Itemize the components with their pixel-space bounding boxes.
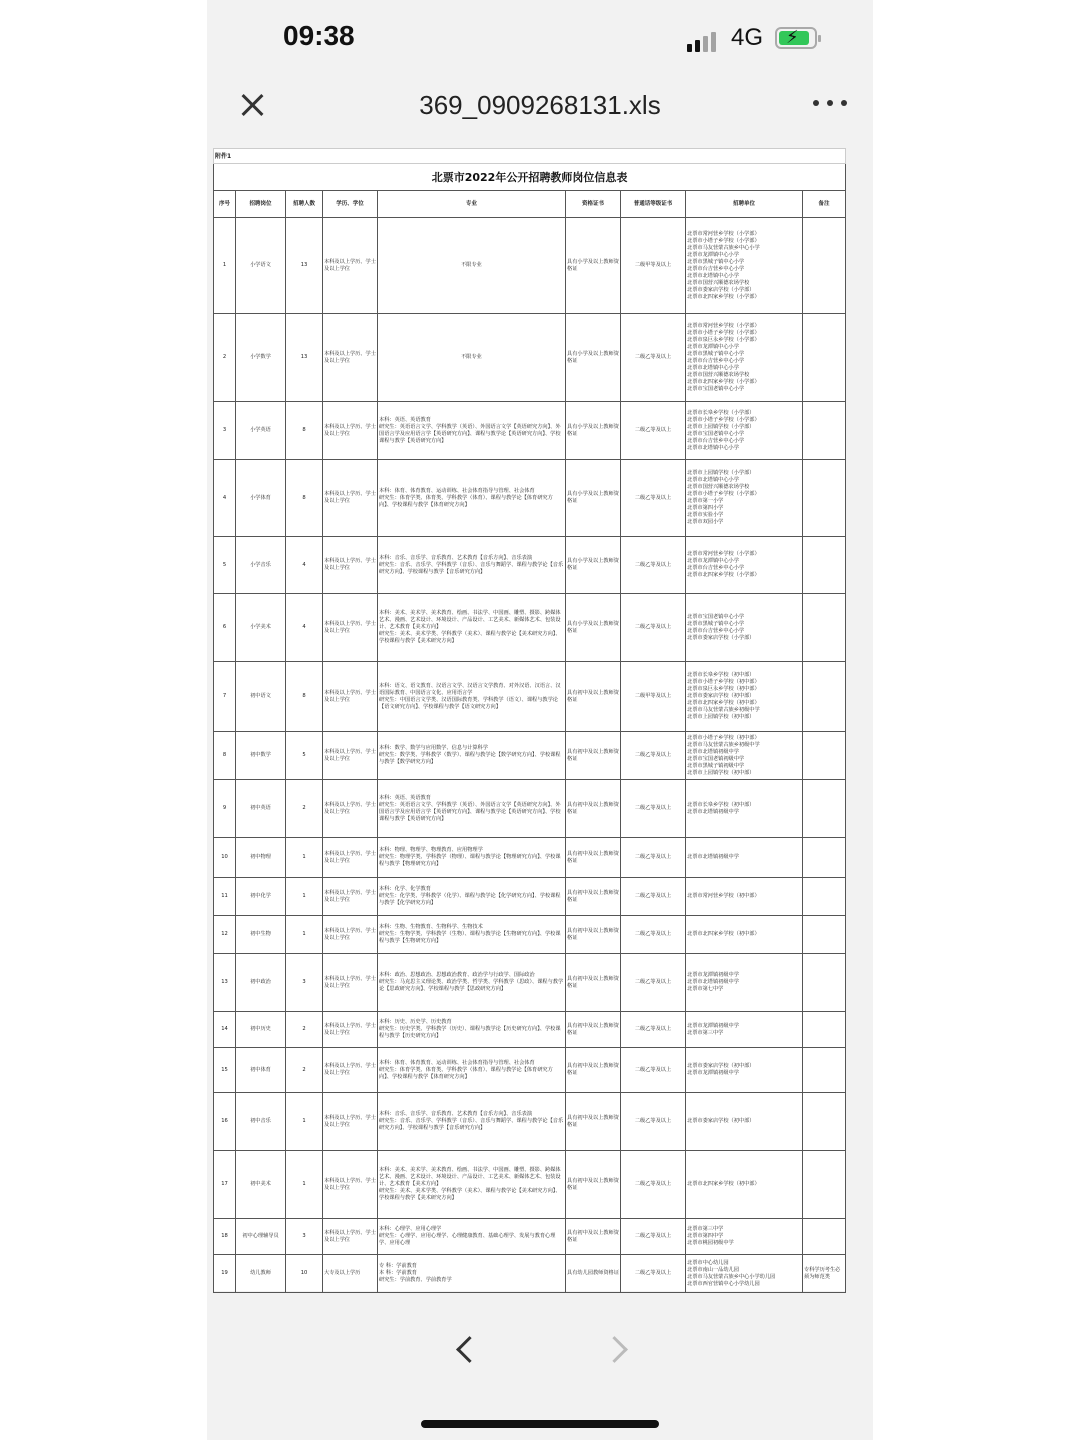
table-row xyxy=(214,780,846,838)
table-cell xyxy=(803,878,846,916)
table-cell xyxy=(803,916,846,954)
table-cell: 初中英语 xyxy=(236,780,286,838)
table-cell: 具有初中及以上教师资格证 xyxy=(566,838,621,878)
table-cell: 初中数学 xyxy=(236,732,286,780)
table-cell: 本科：生物、生物教育、生物科学、生物技术 研究生：生物学类、学科教学（生物）、课程与教学论【生物研究方向】、学校课程与教学【生物研究方向】 xyxy=(378,916,566,954)
table-cell: 1 xyxy=(286,1151,323,1219)
table-cell: 本科：音乐、音乐学、音乐教育、艺术教育【音乐方向】、音乐表演 研究生：音乐、音乐学、学科教学（音乐）、音乐与舞蹈学、课程与教学论【音乐研究方向】、学校课程与教学【音乐研究方向】 xyxy=(378,537,566,594)
table-cell xyxy=(803,838,846,878)
table-cell: 本科：英语、英语教育 研究生：英语语言文学、学科教学（英语）、外国语言文学【英语研究方向】、外国语言学及应用语言学【英语研究方向】、课程与教学论【英语研究方向】、学校课程与教学【英语研究方向】 xyxy=(378,402,566,460)
table-cell: 小学美术 xyxy=(236,594,286,662)
table-cell: 2 xyxy=(214,314,236,402)
table-cell: 具有初中及以上教师资格证 xyxy=(566,662,621,732)
table-cell: 4 xyxy=(286,594,323,662)
table-cell: 北票市常河营乡学校（小学部） 北票市小塔子乡学校（小学部） 北票市泉巨永乡学校（小学部） 北票市龙潭镇中心小学 北票市黑城子镇中心小学 北票市台吉营乡中心小学 北票市北塔镇中心小学 北票市国营兴顺德农场学校 北票市北四家乡学校（小学部） 北票市宝国老镇中心小学 xyxy=(686,314,803,402)
table-cell: 二级乙等及以上 xyxy=(621,1151,686,1219)
table-cell: 二级乙等及以上 xyxy=(621,732,686,780)
table-cell xyxy=(803,218,846,314)
table-cell: 具有小学及以上教师资格证 xyxy=(566,402,621,460)
table-cell: 本科：英语、英语教育 研究生：英语语言文学、学科教学（英语）、外国语言文学【英语研究方向】、外国语言学及应用语言学【英语研究方向】、课程与教学论【英语研究方向】、学校课程与教学【英语研究方向】 xyxy=(378,780,566,838)
table-cell: 北票市北四家乡学校（初中部） xyxy=(686,916,803,954)
table-cell xyxy=(803,780,846,838)
table-cell: 13 xyxy=(286,218,323,314)
table-cell: 北票市上园镇学校（小学部） 北票市北塔镇中心小学 北票市国营兴顺德农场学校 北票市小塔子乡学校（小学部） 北票市第一小学 北票市第四小学 北票市实验小学 北票市双园小学 xyxy=(686,460,803,537)
table-row xyxy=(214,1255,846,1293)
table-cell: 北票市龙潭镇初级中学 北票市第三中学 xyxy=(686,1012,803,1048)
table-cell: 初中化学 xyxy=(236,878,286,916)
table-cell: 初中生物 xyxy=(236,916,286,954)
table-cell: 二级甲等及以上 xyxy=(621,662,686,732)
table-cell: 4 xyxy=(214,460,236,537)
table-cell xyxy=(803,402,846,460)
column-header: 序号 xyxy=(214,191,236,218)
table-cell: 本科：语文、语文教育、汉语言文学、汉语言文学教育、对外汉语、汉语言、汉语国际教育、中国语言文化、应用语言学 研究生：中国语言文学类、汉语国际教育类、学科教学（语文）、课程与教学论【语文研究方向】、学校课程与教学【语文研究方向】 xyxy=(378,662,566,732)
table-cell: 12 xyxy=(214,916,236,954)
table-cell: 二级乙等及以上 xyxy=(621,780,686,838)
table-cell: 本科及以上学历、学士及以上学位 xyxy=(323,732,378,780)
table-cell: 13 xyxy=(286,314,323,402)
table-cell: 具有初中及以上教师资格证 xyxy=(566,1048,621,1093)
table-cell: 本科：数学、数学与应用数学、信息与计算科学 研究生：数学类、学科教学（数学）、课程与教学论【数学研究方向】、学校课程与教学【数学研究方向】 xyxy=(378,732,566,780)
table-cell: 本科及以上学历、学士及以上学位 xyxy=(323,460,378,537)
table-row xyxy=(214,1219,846,1255)
table-row xyxy=(214,1093,846,1151)
table-cell: 8 xyxy=(286,402,323,460)
table-cell: 北票市宝国老镇中心小学 北票市黑城子镇中心小学 北票市台吉营乡中心小学 北票市娄家店学校（小学部） xyxy=(686,594,803,662)
column-header: 资格证书 xyxy=(566,191,621,218)
table-cell: 不限专业 xyxy=(378,218,566,314)
table-cell: 2 xyxy=(286,780,323,838)
table-cell: 本科及以上学历、学士及以上学位 xyxy=(323,916,378,954)
table-cell: 小学数学 xyxy=(236,314,286,402)
column-header: 招聘岗位 xyxy=(236,191,286,218)
battery-icon: ⚡ xyxy=(775,27,817,49)
table-cell: 初中语文 xyxy=(236,662,286,732)
table-cell: 专 科：学前教育 本 科：学前教育 研究生：学前教育、学前教育学 xyxy=(378,1255,566,1293)
table-cell: 5 xyxy=(214,537,236,594)
table-cell: 具有初中及以上教师资格证 xyxy=(566,1219,621,1255)
table-cell: 北票市娄家店学校（初中部） 北票市龙潭镇初级中学 xyxy=(686,1048,803,1093)
table-cell: 大专及以上学历 xyxy=(323,1255,378,1293)
back-chevron-icon[interactable] xyxy=(454,1340,474,1360)
table-cell: 二级乙等及以上 xyxy=(621,1219,686,1255)
table-cell: 具有小学及以上教师资格证 xyxy=(566,460,621,537)
annex-label: 附件1 xyxy=(214,149,846,164)
table-cell: 二级乙等及以上 xyxy=(621,594,686,662)
table-cell: 具有初中及以上教师资格证 xyxy=(566,732,621,780)
table-cell: 初中心理辅导员 xyxy=(236,1219,286,1255)
table-cell: 本科：美术、美术学、美术教育、绘画、书法学、中国画、雕塑、摄影、跨媒体艺术、漫画、艺术设计、环境设计、产品设计、工艺美术、新媒体艺术、包装设计、艺术教育【美术方向】 研究生：美术、美术学类、学科教学（美术）、课程与教学论【美术研究方向】、学校课程与教学【美术研究方向】 xyxy=(378,594,566,662)
table-cell xyxy=(803,460,846,537)
table-cell: 二级乙等及以上 xyxy=(621,1048,686,1093)
column-header: 备注 xyxy=(803,191,846,218)
table-cell: 北票市常河营乡学校（小学部） 北票市小塔子乡学校（小学部） 北票市马友营蒙古族乡中心小学 北票市龙潭镇中心小学 北票市黑城子镇中心小学 北票市台吉营乡中心小学 北票市北塔镇中心小学 北票市国营兴顺德农场学校 北票市娄家店学校（小学部） 北票市北四家乡学校（小学部） xyxy=(686,218,803,314)
table-cell: 小学音乐 xyxy=(236,537,286,594)
table-cell xyxy=(803,1048,846,1093)
table-cell: 二级乙等及以上 xyxy=(621,537,686,594)
table-cell: 二级甲等及以上 xyxy=(621,218,686,314)
table-cell: 2 xyxy=(286,1048,323,1093)
table-cell xyxy=(803,594,846,662)
table-cell: 4 xyxy=(286,537,323,594)
table-cell: 本科：体育、体育教育、运动训练、社会体育指导与管理、社会体育 研究生：体育学类、体育类、学科教学（体育）、课程与教学论【体育研究方向】、学校课程与教学【体育研究方向】 xyxy=(378,460,566,537)
table-cell: 北票市第三中学 北票市第四中学 北票市桃园初级中学 xyxy=(686,1219,803,1255)
table-cell: 8 xyxy=(286,662,323,732)
table-cell: 初中历史 xyxy=(236,1012,286,1048)
more-icon[interactable] xyxy=(813,98,849,108)
table-row xyxy=(214,1151,846,1219)
table-cell xyxy=(803,1093,846,1151)
table-cell: 具有初中及以上教师资格证 xyxy=(566,1151,621,1219)
table-cell: 小学体育 xyxy=(236,460,286,537)
table-row xyxy=(214,1012,846,1048)
table-cell xyxy=(803,662,846,732)
table-cell: 二级乙等及以上 xyxy=(621,460,686,537)
table-cell: 8 xyxy=(214,732,236,780)
table-cell: 二级乙等及以上 xyxy=(621,402,686,460)
table-cell: 本科及以上学历、学士及以上学位 xyxy=(323,1012,378,1048)
column-header: 学历、学位 xyxy=(323,191,378,218)
table-cell: 本科及以上学历、学士及以上学位 xyxy=(323,537,378,594)
table-cell: 二级乙等及以上 xyxy=(621,838,686,878)
table-cell: 1 xyxy=(286,1093,323,1151)
table-cell xyxy=(803,1012,846,1048)
table-cell: 本科：体育、体育教育、运动训练、社会体育指导与管理、社会体育 研究生：体育学类、体育类、学科教学（体育）、课程与教学论【体育研究方向】、学校课程与教学【体育研究方向】 xyxy=(378,1048,566,1093)
table-cell: 具有小学及以上教师资格证 xyxy=(566,314,621,402)
table-row xyxy=(214,916,846,954)
header-row xyxy=(214,191,846,218)
table-row xyxy=(214,662,846,732)
table-cell: 具有初中及以上教师资格证 xyxy=(566,916,621,954)
table-row xyxy=(214,460,846,537)
table-cell: 6 xyxy=(214,594,236,662)
table-cell: 二级乙等及以上 xyxy=(621,878,686,916)
table-cell: 17 xyxy=(214,1151,236,1219)
table-cell xyxy=(803,537,846,594)
table-cell: 具有小学及以上教师资格证 xyxy=(566,594,621,662)
table-row xyxy=(214,537,846,594)
table-cell: 初中物理 xyxy=(236,838,286,878)
table-cell: 10 xyxy=(286,1255,323,1293)
spreadsheet-view[interactable] xyxy=(213,148,845,1291)
table-cell: 北票市娄家店学校（初中部） xyxy=(686,1093,803,1151)
table-cell: 北票市长皋乡学校（小学部） 北票市小塔子乡学校（小学部） 北票市上园镇学校（小学部） 北票市宝国老镇中心小学 北票市台吉营乡中心小学 北票市北塔镇中心小学 xyxy=(686,402,803,460)
table-cell: 3 xyxy=(286,954,323,1012)
table-row xyxy=(214,594,846,662)
table-cell: 3 xyxy=(214,402,236,460)
table-cell xyxy=(803,314,846,402)
table-row xyxy=(214,218,846,314)
table-cell: 初中体育 xyxy=(236,1048,286,1093)
table-row xyxy=(214,838,846,878)
table-cell: 本科及以上学历、学士及以上学位 xyxy=(323,1219,378,1255)
table-cell: 小学语文 xyxy=(236,218,286,314)
table-row xyxy=(214,878,846,916)
table-cell: 本科及以上学历、学士及以上学位 xyxy=(323,314,378,402)
table-cell: 具有小学及以上教师资格证 xyxy=(566,537,621,594)
table-cell: 北票市常河营乡学校（初中部） xyxy=(686,878,803,916)
network-label: 4G xyxy=(731,24,764,51)
bottom-toolbar xyxy=(207,1310,873,1440)
table-cell: 7 xyxy=(214,662,236,732)
table-cell: 二级乙等及以上 xyxy=(621,916,686,954)
table-cell: 具有初中及以上教师资格证 xyxy=(566,780,621,838)
table-cell: 本科：历史、历史学、历史教育 研究生：历史学类、学科教学（历史）、课程与教学论【历史研究方向】、学校课程与教学【历史研究方向】 xyxy=(378,1012,566,1048)
table-cell: 16 xyxy=(214,1093,236,1151)
table-cell: 二级乙等及以上 xyxy=(621,314,686,402)
signal-icon xyxy=(687,28,721,52)
table-cell: 具有初中及以上教师资格证 xyxy=(566,878,621,916)
table-cell: 本科及以上学历、学士及以上学位 xyxy=(323,218,378,314)
table-cell: 北票市中心幼儿园 北票市南山一品幼儿园 北票市马友营蒙古族乡中心小学幼儿园 北票市西官营镇中心小学幼儿园 xyxy=(686,1255,803,1293)
column-header: 专业 xyxy=(378,191,566,218)
file-title: 369_0909268131.xls xyxy=(419,90,661,120)
table-cell: 本科：化学、化学教育 研究生：化学类、学科教学（化学）、课程与教学论【化学研究方向】、学校课程与教学【化学研究方向】 xyxy=(378,878,566,916)
table-cell: 本科及以上学历、学士及以上学位 xyxy=(323,662,378,732)
table-cell: 19 xyxy=(214,1255,236,1293)
table-cell: 8 xyxy=(286,460,323,537)
table-cell: 不限专业 xyxy=(378,314,566,402)
table-row xyxy=(214,402,846,460)
nav-bar xyxy=(207,80,873,140)
table-cell xyxy=(803,954,846,1012)
table-cell: 北票市北四家乡学校（初中部） xyxy=(686,1151,803,1219)
table-cell: 3 xyxy=(286,1219,323,1255)
table-cell: 小学英语 xyxy=(236,402,286,460)
table-cell: 本科及以上学历、学士及以上学位 xyxy=(323,838,378,878)
table-cell: 北票市长皋乡学校（初中部） 北票市小塔子乡学校（初中部） 北票市泉巨永乡学校（初中部） 北票市娄家店学校（初中部） 北票市北四家乡学校（初中部） 北票市马友营蒙古族乡初级中学 北票市上园镇学校（初中部） xyxy=(686,662,803,732)
table-cell: 本科及以上学历、学士及以上学位 xyxy=(323,594,378,662)
table-cell: 13 xyxy=(214,954,236,1012)
table-cell: 本科：政治、思想政治、思想政治教育、政治学与行政学、国际政治 研究生：马克思主义理论类、政治学类、哲学类、学科教学（思政）、课程与教学论【思政研究方向】、学校课程与教学【思政研究方向】 xyxy=(378,954,566,1012)
column-header: 普通话等级证书 xyxy=(621,191,686,218)
table-cell: 具有小学及以上教师资格证 xyxy=(566,218,621,314)
table-cell: 专科学历考生必须为师范类 xyxy=(803,1255,846,1293)
table-cell: 具有幼儿园教师资格证 xyxy=(566,1255,621,1293)
column-header: 招聘人数 xyxy=(286,191,323,218)
table-cell: 本科及以上学历、学士及以上学位 xyxy=(323,1048,378,1093)
table-cell: 1 xyxy=(286,916,323,954)
table-row xyxy=(214,314,846,402)
table-cell: 二级乙等及以上 xyxy=(621,1012,686,1048)
table-cell: 5 xyxy=(286,732,323,780)
table-cell: 本科及以上学历、学士及以上学位 xyxy=(323,878,378,916)
table-cell: 北票市龙潭镇初级中学 北票市北塔镇初级中学 北票市第七中学 xyxy=(686,954,803,1012)
table-cell: 1 xyxy=(214,218,236,314)
table-cell: 北票市长皋乡学校（初中部） 北票市北塔镇初级中学 xyxy=(686,780,803,838)
table-cell: 北票市常河营乡学校（小学部） 北票市龙潭镇中心小学 北票市台吉营乡中心小学 北票市北四家乡学校（小学部） xyxy=(686,537,803,594)
table-cell: 本科及以上学历、学士及以上学位 xyxy=(323,954,378,1012)
clock: 09:38 xyxy=(283,20,355,51)
sheet-title: 北票市2022年公开招聘教师岗位信息表 xyxy=(214,164,846,191)
table-cell: 11 xyxy=(214,878,236,916)
table-cell: 本科及以上学历、学士及以上学位 xyxy=(323,1093,378,1151)
table-cell: 15 xyxy=(214,1048,236,1093)
table-cell: 北票市小塔子乡学校（初中部） 北票市马友营蒙古族乡初级中学 北票市北塔镇初级中学 北票市宝国老镇初级中学 北票市黑城子镇初级中学 北票市上园镇学校（初中部） xyxy=(686,732,803,780)
table-cell: 本科：物理、物理学、物理教育、应用物理学 研究生：物理学类、学科教学（物理）、课程与教学论【物理研究方向】、学校课程与教学【物理研究方向】 xyxy=(378,838,566,878)
table-cell xyxy=(803,732,846,780)
table-cell: 具有初中及以上教师资格证 xyxy=(566,954,621,1012)
table-cell: 本科及以上学历、学士及以上学位 xyxy=(323,780,378,838)
table-row xyxy=(214,1048,846,1093)
job-table xyxy=(213,148,846,1293)
column-header: 招聘单位 xyxy=(686,191,803,218)
table-cell: 2 xyxy=(286,1012,323,1048)
table-cell: 初中政治 xyxy=(236,954,286,1012)
table-cell: 二级乙等及以上 xyxy=(621,1093,686,1151)
table-row xyxy=(214,954,846,1012)
table-cell: 本科及以上学历、学士及以上学位 xyxy=(323,402,378,460)
table-cell: 具有初中及以上教师资格证 xyxy=(566,1093,621,1151)
table-cell xyxy=(803,1151,846,1219)
table-cell: 二级乙等及以上 xyxy=(621,1255,686,1293)
table-cell: 二级乙等及以上 xyxy=(621,954,686,1012)
status-bar xyxy=(207,0,873,80)
table-cell: 1 xyxy=(286,838,323,878)
table-cell: 9 xyxy=(214,780,236,838)
table-cell xyxy=(803,1219,846,1255)
table-cell: 本科：心理学、应用心理学 研究生：心理学、应用心理学、心理健康教育、基础心理学、发展与教育心理学、应用心理 xyxy=(378,1219,566,1255)
table-cell: 本科：音乐、音乐学、音乐教育、艺术教育【音乐方向】、音乐表演 研究生：音乐、音乐学、学科教学（音乐）、音乐与舞蹈学、课程与教学论【音乐研究方向】、学校课程与教学【音乐研究方向】 xyxy=(378,1093,566,1151)
table-cell: 14 xyxy=(214,1012,236,1048)
table-cell: 初中音乐 xyxy=(236,1093,286,1151)
table-cell: 初中美术 xyxy=(236,1151,286,1219)
table-cell: 本科：美术、美术学、美术教育、绘画、书法学、中国画、雕塑、摄影、跨媒体艺术、漫画、艺术设计、环境设计、产品设计、工艺美术、新媒体艺术、包装设计、艺术教育【美术方向】 研究生：美术、美术学类、学科教学（美术）、课程与教学论【美术研究方向】、学校课程与教学【美术研究方向】 xyxy=(378,1151,566,1219)
table-cell: 北票市北塔镇初级中学 xyxy=(686,838,803,878)
table-row xyxy=(214,732,846,780)
table-cell: 10 xyxy=(214,838,236,878)
table-cell: 本科及以上学历、学士及以上学位 xyxy=(323,1151,378,1219)
table-cell: 具有初中及以上教师资格证 xyxy=(566,1012,621,1048)
forward-chevron-icon[interactable] xyxy=(609,1340,629,1360)
table-cell: 1 xyxy=(286,878,323,916)
table-cell: 18 xyxy=(214,1219,236,1255)
table-cell: 幼儿教师 xyxy=(236,1255,286,1293)
home-indicator xyxy=(421,1420,659,1428)
